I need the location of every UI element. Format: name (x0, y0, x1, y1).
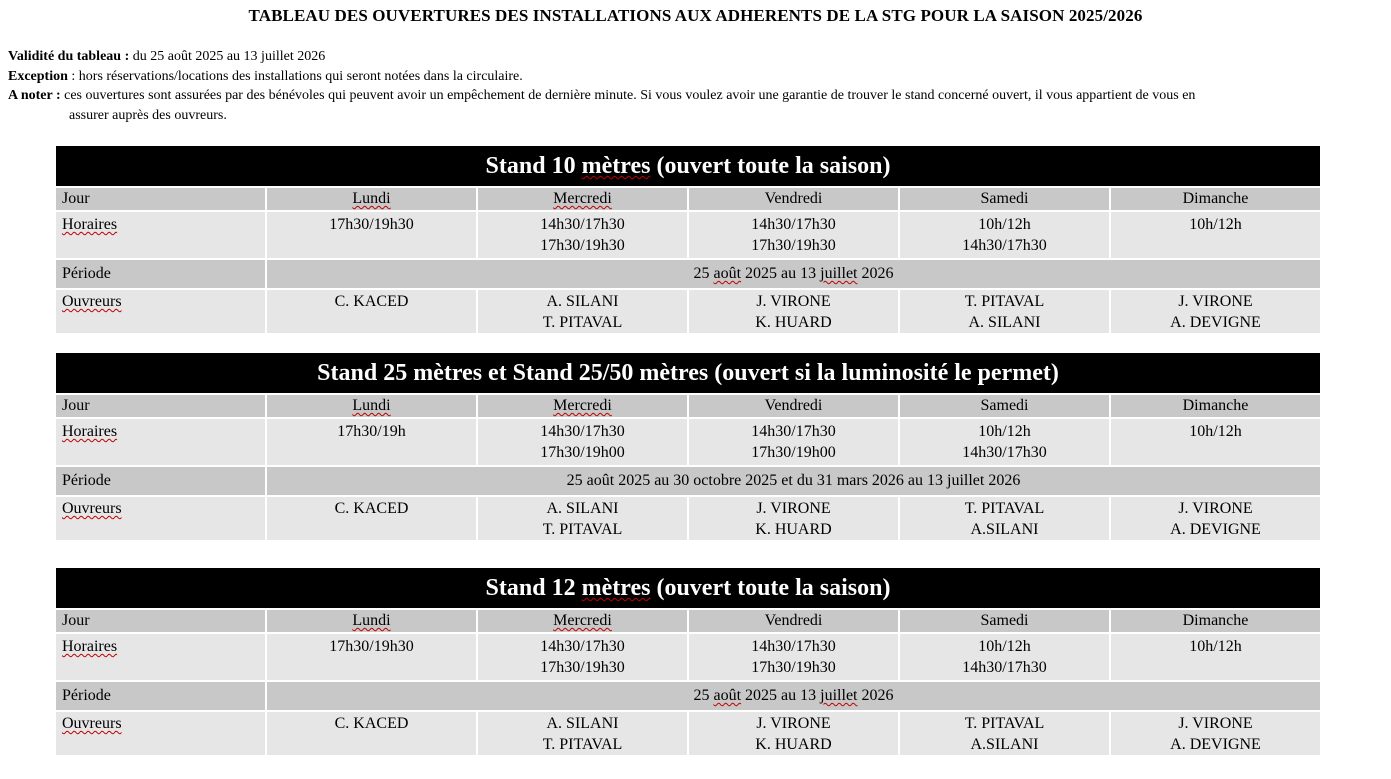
horaire-line: 17h30/19h30 (329, 216, 414, 233)
page-title: TABLEAU DES OUVERTURES DES INSTALLATIONS AUX ADHERENTS DE LA STG POUR LA SAISON 2025/2026 (248, 6, 1143, 25)
ouvreurs-label-text: Ouvreurs (62, 293, 122, 310)
stand-title: Stand 10 mètres (ouvert toute la saison) (55, 145, 1321, 187)
ouvreurs-cell (266, 711, 477, 756)
spell-mark: août (713, 265, 742, 282)
ouvreurs-row (55, 496, 1321, 541)
horaires-cell (899, 211, 1110, 259)
horaire-line: 17h30/19h30 (751, 237, 836, 254)
periode-value: 25 août 2025 au 30 octobre 2025 et du 31 mars 2026 au 13 juillet 2026 (266, 466, 1321, 496)
jour-label: Jour (55, 394, 266, 418)
ouvreur-line: J. VIRONE (1178, 500, 1253, 517)
horaires-cell (266, 418, 477, 466)
spell-mark: mètres (581, 153, 651, 179)
horaire-line: 14h30/17h30 (751, 423, 836, 440)
ouvreur-line: J. VIRONE (756, 500, 831, 517)
noter-label: A noter : (8, 88, 61, 103)
ouvreur-line: T. PITAVAL (964, 715, 1045, 732)
periode-label: Période (55, 466, 266, 496)
horaires-row (55, 211, 1321, 259)
horaire-line: 10h/12h (978, 423, 1031, 440)
stand-title: Stand 12 mètres (ouvert toute la saison) (55, 567, 1321, 609)
day-label: Lundi (352, 612, 391, 629)
horaires-cell (477, 211, 688, 259)
horaire-line: 17h30/19h30 (751, 659, 836, 676)
day-header (477, 394, 688, 418)
ouvreurs-label-text: Ouvreurs (62, 500, 122, 517)
validite-text: du 25 août 2025 au 13 juillet 2026 (129, 49, 326, 64)
day-label: Mercredi (553, 190, 612, 207)
horaires-label (55, 418, 266, 466)
horaires-row (55, 633, 1321, 681)
day-header: Vendredi (688, 394, 899, 418)
jour-row (55, 609, 1321, 633)
exception-label: Exception (8, 68, 68, 84)
ouvreurs-cell (477, 711, 688, 756)
ouvreur-line: K. HUARD (755, 736, 832, 753)
horaires-label-text: Horaires (62, 638, 118, 655)
ouvreur-line: J. VIRONE (1178, 715, 1253, 732)
stand-table (54, 144, 1322, 335)
spell-mark: mètres (581, 575, 651, 601)
ouvreur-line: C. KACED (334, 500, 409, 517)
day-label: Mercredi (553, 612, 612, 629)
day-label: Lundi (352, 190, 391, 207)
periode-value: 25 août 2025 au 13 juillet 2026 (266, 681, 1321, 711)
horaire-line: 17h30/19h30 (329, 638, 414, 655)
day-label: Mercredi (553, 397, 612, 414)
spell-mark: juillet (820, 687, 858, 704)
day-header (477, 187, 688, 211)
periode-value: 25 août 2025 au 13 juillet 2026 (266, 259, 1321, 289)
horaires-cell (266, 211, 477, 259)
ouvreurs-cell (899, 496, 1110, 541)
horaire-line: 14h30/17h30 (540, 638, 625, 655)
ouvreur-line: A.SILANI (970, 521, 1039, 538)
ouvreurs-cell (688, 711, 899, 756)
periode-row (55, 681, 1321, 711)
day-header: Vendredi (688, 187, 899, 211)
stand-header-row (55, 352, 1321, 394)
ouvreur-line: C. KACED (334, 715, 409, 732)
horaires-cell (1110, 418, 1321, 466)
ouvreurs-cell (688, 289, 899, 334)
validite-line (8, 47, 1378, 67)
horaires-label-text: Horaires (62, 423, 118, 440)
day-header (477, 609, 688, 633)
day-header (266, 394, 477, 418)
stand-header-row (55, 567, 1321, 609)
noter-text: ces ouvertures sont assurées par des bénévoles qui peuvent avoir un empêchement de dernière minute. Si vous voulez avoir une garantie de trouver le stand concerné ouvert, il vous appartient de vous en (60, 88, 1196, 103)
periode-label: Période (55, 681, 266, 711)
ouvreurs-label-text: Ouvreurs (62, 715, 122, 732)
horaires-cell (688, 418, 899, 466)
ouvreur-line: K. HUARD (755, 521, 832, 538)
horaire-line: 17h30/19h00 (751, 444, 836, 461)
ouvreurs-label (55, 496, 266, 541)
horaires-cell (1110, 633, 1321, 681)
ouvreur-line: T. PITAVAL (542, 314, 623, 331)
info-block (8, 47, 1378, 125)
ouvreurs-cell (688, 496, 899, 541)
noter-line (8, 86, 1378, 106)
ouvreurs-cell (477, 289, 688, 334)
horaires-cell (688, 211, 899, 259)
ouvreurs-cell (899, 711, 1110, 756)
ouvreur-line: T. PITAVAL (542, 736, 623, 753)
horaires-cell (899, 418, 1110, 466)
ouvreurs-cell (266, 496, 477, 541)
ouvreur-line: J. VIRONE (1178, 293, 1253, 310)
stand-header-row (55, 145, 1321, 187)
horaires-cell (477, 418, 688, 466)
ouvreurs-cell (266, 289, 477, 334)
horaires-cell (688, 633, 899, 681)
horaire-line: 14h30/17h30 (540, 216, 625, 233)
ouvreur-line: T. PITAVAL (964, 293, 1045, 310)
ouvreurs-label (55, 711, 266, 756)
day-header: Dimanche (1110, 394, 1321, 418)
ouvreurs-cell (1110, 289, 1321, 334)
jour-label: Jour (55, 187, 266, 211)
day-label: Lundi (352, 397, 391, 414)
horaire-line: 14h30/17h30 (751, 638, 836, 655)
day-header (266, 187, 477, 211)
ouvreurs-cell (1110, 496, 1321, 541)
spell-mark: juillet (820, 265, 858, 282)
horaire-line: 14h30/17h30 (962, 237, 1047, 254)
exception-line (8, 67, 1378, 87)
ouvreurs-row (55, 289, 1321, 334)
ouvreur-line: K. HUARD (755, 314, 832, 331)
stand-table (54, 351, 1322, 542)
ouvreur-line: A.SILANI (970, 736, 1039, 753)
horaire-line: 14h30/17h30 (962, 659, 1047, 676)
horaire-line: 10h/12h (1189, 216, 1242, 233)
horaires-label-text: Horaires (62, 216, 118, 233)
periode-row (55, 466, 1321, 496)
ouvreur-line: J. VIRONE (756, 293, 831, 310)
horaire-line: 14h30/17h30 (751, 216, 836, 233)
ouvreur-line: A. SILANI (546, 293, 619, 310)
jour-row (55, 394, 1321, 418)
horaire-line: 10h/12h (1189, 638, 1242, 655)
day-header (266, 609, 477, 633)
ouvreurs-cell (477, 496, 688, 541)
ouvreurs-label (55, 289, 266, 334)
horaires-row (55, 418, 1321, 466)
day-header: Samedi (899, 609, 1110, 633)
horaire-line: 14h30/17h30 (540, 423, 625, 440)
horaire-line: 14h30/17h30 (962, 444, 1047, 461)
horaires-cell (1110, 211, 1321, 259)
jour-label: Jour (55, 609, 266, 633)
horaires-label (55, 633, 266, 681)
ouvreur-line: T. PITAVAL (542, 521, 623, 538)
ouvreurs-row (55, 711, 1321, 756)
periode-label: Période (55, 259, 266, 289)
ouvreur-line: C. KACED (334, 293, 409, 310)
ouvreurs-cell (1110, 711, 1321, 756)
ouvreur-line: A. SILANI (968, 314, 1041, 331)
horaires-cell (899, 633, 1110, 681)
noter-line-2: assurer auprès des ouvreurs. (69, 107, 227, 123)
ouvreur-line: A. DEVIGNE (1170, 314, 1261, 331)
spell-mark: août (713, 687, 742, 704)
stand-table (54, 566, 1322, 757)
day-header: Samedi (899, 187, 1110, 211)
ouvreurs-cell (899, 289, 1110, 334)
horaire-line: 17h30/19h00 (540, 444, 625, 461)
horaires-cell (477, 633, 688, 681)
jour-row (55, 187, 1321, 211)
validite-label: Validité du tableau : (8, 49, 130, 64)
ouvreur-line: J. VIRONE (756, 715, 831, 732)
horaires-label (55, 211, 266, 259)
ouvreur-line: A. SILANI (546, 715, 619, 732)
horaire-line: 17h30/19h30 (540, 659, 625, 676)
day-header: Vendredi (688, 609, 899, 633)
periode-row (55, 259, 1321, 289)
ouvreur-line: A. DEVIGNE (1170, 736, 1261, 753)
horaire-line: 10h/12h (978, 216, 1031, 233)
ouvreur-line: T. PITAVAL (964, 500, 1045, 517)
ouvreur-line: A. DEVIGNE (1170, 521, 1261, 538)
day-header: Dimanche (1110, 187, 1321, 211)
horaire-line: 10h/12h (1189, 423, 1242, 440)
horaire-line: 17h30/19h (337, 423, 406, 440)
exception-text: : hors réservations/locations des installations qui seront notées dans la circulaire. (67, 68, 523, 84)
horaire-line: 17h30/19h30 (540, 237, 625, 254)
horaire-line: 10h/12h (978, 638, 1031, 655)
day-header: Dimanche (1110, 609, 1321, 633)
ouvreur-line: A. SILANI (546, 500, 619, 517)
stand-title: Stand 25 mètres et Stand 25/50 mètres (ouvert si la luminosité le permet) (55, 352, 1321, 394)
day-header: Samedi (899, 394, 1110, 418)
horaires-cell (266, 633, 477, 681)
